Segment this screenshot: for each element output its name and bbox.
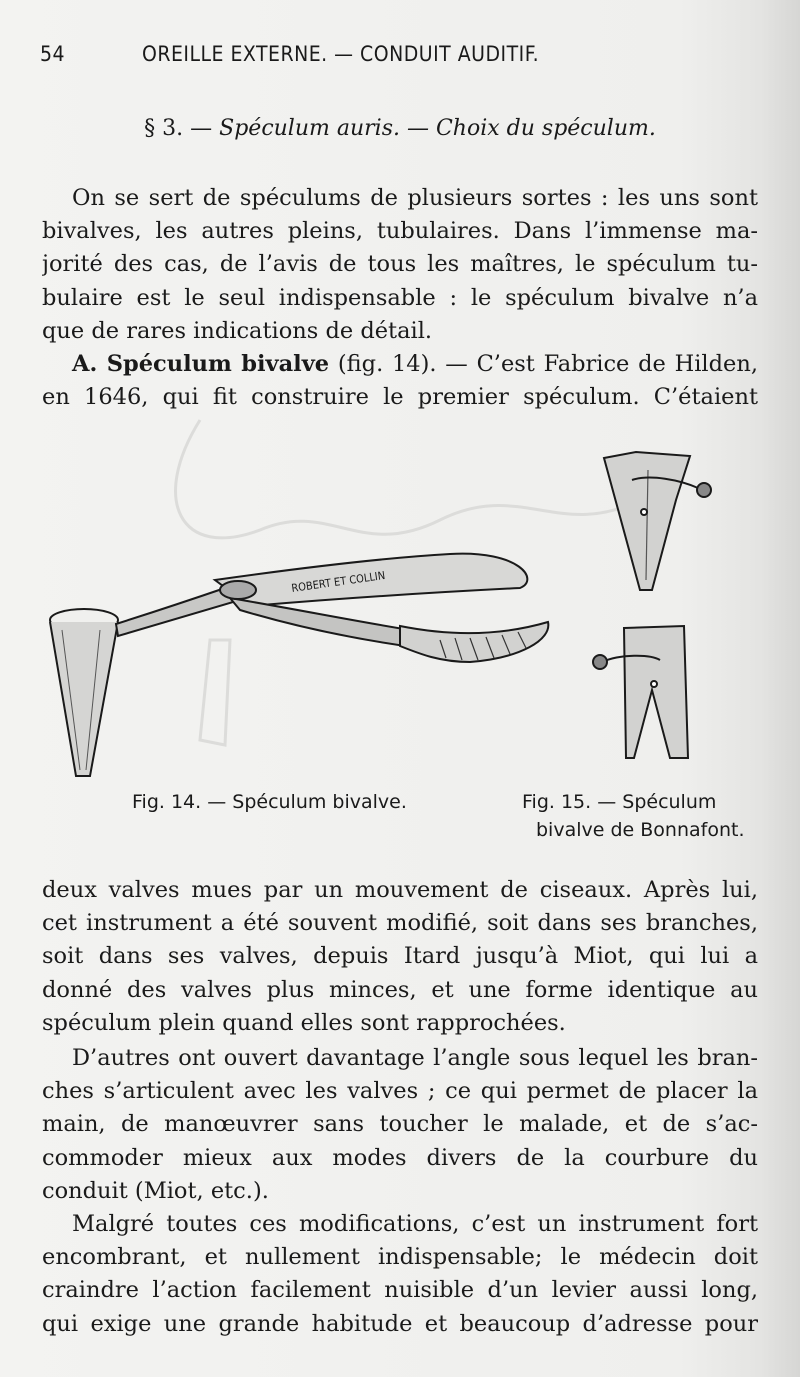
fig15-lower-drawing [593,626,688,758]
instrument-engraving: ROBERT ET COLLIN [290,568,386,595]
text-line: deux valves mues par un mouvement de ciseaux. Après lui, [42,877,758,903]
paragraph-1 [42,182,758,348]
text-line: main, de manœuvrer sans toucher le malade, et de s’ac- [42,1111,758,1138]
text-line: craindre l’action facilement nuisible d’un levier aussi long, [42,1277,758,1304]
text-line: qui exige une grande habitude et beaucoup d’adresse pour [42,1310,758,1337]
text-line: spéculum plein quand elles sont rapprochées. [42,1009,566,1036]
text-line: Malgré toutes ces modifications, c’est un instrument fort [72,1211,758,1237]
fig15-caption-line2: bivalve de Bonnafont. [536,819,745,841]
fig15-caption-line1: Fig. 15. — Spéculum [522,791,717,813]
paragraph-4 [42,1042,758,1208]
section-heading [40,116,760,141]
text-line: donné des valves plus minces, et une forme identique au [42,976,758,1003]
page-header [40,36,760,72]
text-line: On se sert de spéculums de plusieurs sortes : les uns sont [72,185,758,211]
text-line [42,348,758,381]
fig14-caption: Fig. 14. — Spéculum bivalve. [132,791,407,813]
text-line: bivalves, les autres pleins, tubulaires. Dans l’immense ma- [42,218,758,245]
text-line: conduit (Miot, etc.). [42,1177,269,1204]
paragraph-3 [42,874,758,1040]
text-line: soit dans ses valves, depuis Itard jusqu’à Miot, qui lui a [42,943,758,970]
subsection-label: A. Spéculum bivalve [72,351,330,377]
running-title: OREILLE EXTERNE. — CONDUIT AUDITIF. [142,42,540,66]
text-line: cet instrument a été souvent modifié, soit dans ses branches, [42,910,758,937]
text-line: en 1646, qui fit construire le premier spéculum. C’étaient [42,384,758,411]
paragraph-2 [42,348,758,414]
text-line: jorité des cas, de l’avis de tous les maîtres, le spéculum tu- [42,251,758,278]
text-line: bulaire est le seul indispensable : le spéculum bivalve n’a [42,284,758,311]
fig14-bivalve-speculum-drawing [50,554,548,776]
section-title: Spéculum auris. — Choix du spéculum. [219,116,656,141]
text-line: ches s’articulent avec les valves ; ce qui permet de placer la [42,1078,758,1105]
fig15-upper-drawing [604,452,711,590]
text-line: encombrant, et nullement indispensable; le médecin doit [42,1244,758,1271]
figure-illustrations [0,440,800,790]
text-fragment: (fig. 14). — C’est Fabrice de Hilden, [329,351,758,377]
text-line: que de rares indications de détail. [42,317,433,344]
text-line: D’autres ont ouvert davantage l’angle sous lequel les bran- [72,1045,758,1071]
text-line: commoder mieux aux modes divers de la courbure du [42,1144,758,1171]
paragraph-5 [42,1208,758,1341]
page-number: 54 [40,42,66,66]
section-number: § 3. — [144,116,213,141]
